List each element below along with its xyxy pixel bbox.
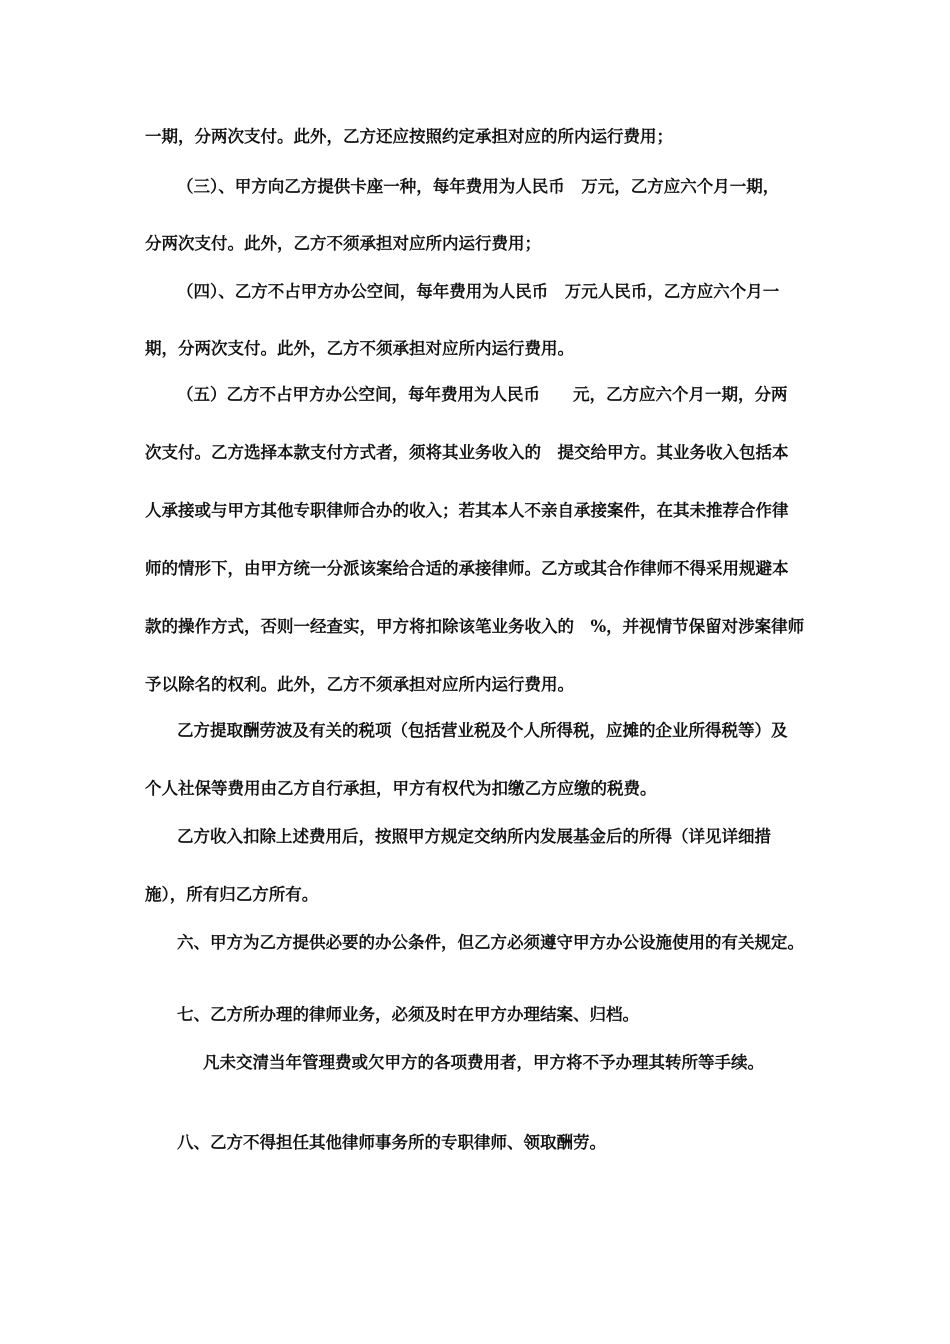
paragraph-line: （三）、甲方向乙方提供卡座一种，每年费用为人民币 万元，乙方应六个月一期，: [177, 177, 780, 196]
paragraph-line: 师的情形下，由甲方统一分派该案给合适的承接律师。乙方或其合作律师不得采用规避本: [145, 559, 789, 578]
paragraph-line: 六、甲方为乙方提供必要的办公条件，但乙方必须遵守甲方办公设施使用的有关规定。: [177, 933, 804, 952]
paragraph-line: 人承接或与甲方其他专职律师合办的收入；若其本人不亲自承接案件，在其未推荐合作律: [145, 501, 789, 520]
paragraph-line: （四）、乙方不占甲方办公空间，每年费用为人民币 万元人民币，乙方应六个月一: [177, 282, 780, 301]
paragraph-line: 乙方收入扣除上述费用后，按照甲方规定交纳所内发展基金后的所得（详见详细措: [177, 827, 771, 846]
paragraph-line: 一期，分两次支付。此外，乙方还应按照约定承担对应的所内运行费用；: [145, 127, 673, 146]
paragraph-line: 次支付。乙方选择本款支付方式者，须将其业务收入的 提交给甲方。其业务收入包括本: [145, 443, 789, 462]
paragraph-line: 乙方提取酬劳波及有关的税项（包括营业税及个人所得税，应摊的企业所得税等）及: [177, 721, 788, 740]
paragraph-line: 予以除名的权利。此外，乙方不须承担对应所内运行费用。: [145, 675, 574, 694]
paragraph-line: 施），所有归乙方所有。: [145, 885, 319, 904]
paragraph-line: 七、乙方所办理的律师业务，必须及时在甲方办理结案、归档。: [177, 1005, 639, 1024]
paragraph-line: 期，分两次支付。此外，乙方不须承担对应所内运行费用。: [145, 339, 574, 358]
paragraph-line: 分两次支付。此外，乙方不须承担对应所内运行费用；: [145, 234, 541, 253]
paragraph-line: 凡未交清当年管理费或欠甲方的各项费用者，甲方将不予办理其转所等手续。: [203, 1053, 764, 1072]
paragraph-line: 款的操作方式，否则一经查实，甲方将扣除该笔业务收入的 %，并视情节保留对涉案律师: [145, 617, 805, 636]
paragraph-line: 八、乙方不得担任其他律师事务所的专职律师、领取酬劳。: [177, 1133, 606, 1152]
paragraph-line: （五）乙方不占甲方办公空间，每年费用为人民币 元，乙方应六个月一期，分两: [177, 385, 788, 404]
paragraph-line: 个人社保等费用由乙方自行承担，甲方有权代为扣缴乙方应缴的税费。: [145, 779, 657, 798]
